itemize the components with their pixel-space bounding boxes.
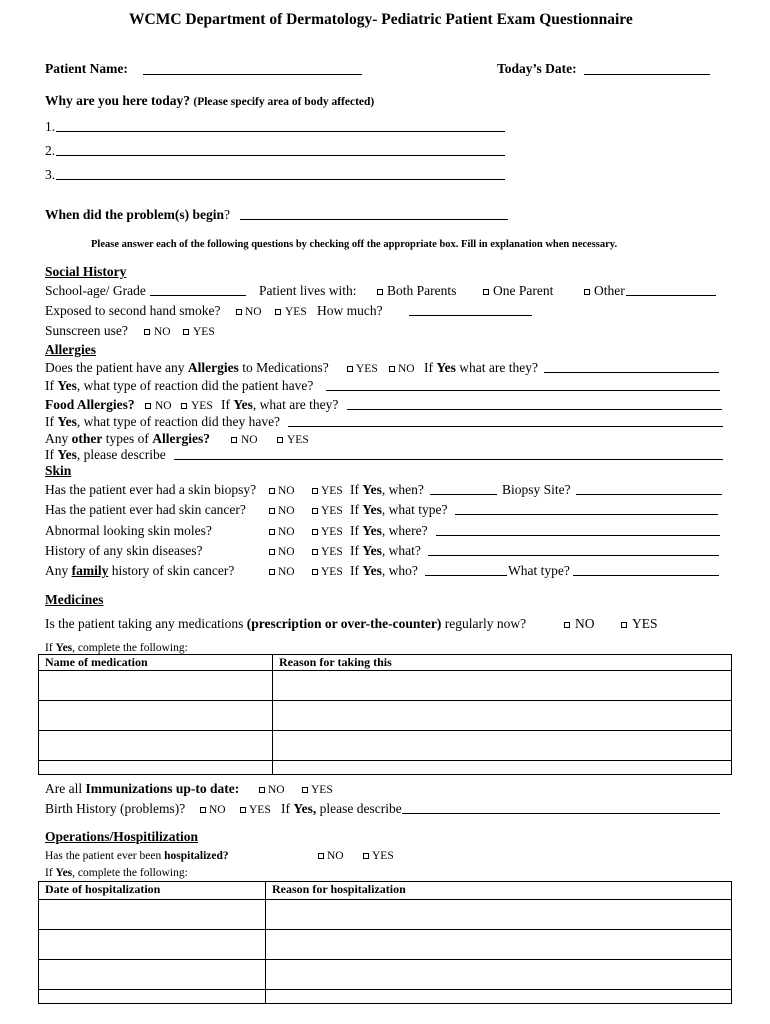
food-allergy-field[interactable]: [347, 409, 722, 410]
food-allergies-label: Food Allergies?: [45, 397, 135, 412]
hospitalized-question: Has the patient ever been hospitalized?: [45, 850, 229, 862]
table-row[interactable]: [39, 731, 732, 761]
reason-field-2[interactable]: [56, 155, 505, 156]
food-allergy-no-checkbox[interactable]: [145, 403, 151, 409]
both-parents-label: Both Parents: [387, 283, 457, 298]
biopsy-yes-label: YES: [321, 485, 343, 497]
med-allergy-yes-checkbox[interactable]: [347, 366, 353, 372]
hospitalized-yes-label: YES: [372, 850, 394, 862]
hospitalized-if-yes: If Yes, complete the following:: [45, 867, 188, 879]
reason-item-3: 3.: [45, 167, 56, 182]
skin-disease-yes-checkbox[interactable]: [312, 549, 318, 555]
moles-yes-checkbox[interactable]: [312, 529, 318, 535]
biopsy-site-label: Biopsy Site?: [502, 482, 571, 497]
skin-disease-no-label: NO: [278, 546, 295, 558]
hospitalization-date-header: Date of hospitalization: [39, 882, 266, 900]
skin-disease-no-checkbox[interactable]: [269, 549, 275, 555]
family-history-if-yes: If Yes, who?: [350, 563, 418, 578]
skin-cancer-question: Has the patient ever had skin cancer?: [45, 502, 246, 517]
food-reaction-question: If Yes, what type of reaction did they have?: [45, 414, 281, 429]
hospitalization-table: [38, 881, 732, 1004]
med-allergy-no-checkbox[interactable]: [389, 366, 395, 372]
immunizations-no-label: NO: [268, 784, 285, 796]
moles-no-label: NO: [278, 526, 295, 538]
family-what-type-field[interactable]: [573, 575, 719, 576]
page-title: WCMC Department of Dermatology- Pediatric Patient Exam Questionnaire: [129, 11, 633, 28]
immunizations-yes-label: YES: [311, 784, 333, 796]
birth-history-yes-checkbox[interactable]: [240, 807, 246, 813]
food-allergy-yes-checkbox[interactable]: [181, 403, 187, 409]
immunizations-question: Are all Immunizations up-to date:: [45, 781, 240, 796]
moles-question: Abnormal looking skin moles?: [45, 523, 212, 538]
birth-history-question: Birth History (problems)?: [45, 801, 186, 816]
medications-yes-checkbox[interactable]: [621, 622, 627, 628]
biopsy-when-field[interactable]: [430, 494, 497, 495]
how-much-label: How much?: [317, 303, 383, 318]
moles-no-checkbox[interactable]: [269, 529, 275, 535]
family-history-yes-label: YES: [321, 566, 343, 578]
other-label: Other: [594, 283, 625, 298]
family-history-no-checkbox[interactable]: [269, 569, 275, 575]
reason-item-1: 1.: [45, 119, 56, 134]
lives-with-label: Patient lives with:: [259, 283, 357, 298]
immunizations-no-checkbox[interactable]: [259, 787, 265, 793]
medication-name-header: Name of medication: [39, 655, 273, 671]
biopsy-yes-checkbox[interactable]: [312, 488, 318, 494]
sunscreen-no-checkbox[interactable]: [144, 329, 150, 335]
hospitalization-table-header: [39, 882, 732, 900]
one-parent-label: One Parent: [493, 283, 554, 298]
biopsy-site-field[interactable]: [576, 494, 722, 495]
hospitalized-yes-checkbox[interactable]: [363, 853, 369, 859]
reason-question: Why are you here today? (Please specify area of body affected): [45, 93, 375, 108]
immunizations-yes-checkbox[interactable]: [302, 787, 308, 793]
other-allergies-question: Any other types of Allergies?: [45, 431, 210, 446]
one-parent-checkbox[interactable]: [483, 289, 489, 295]
family-history-question: Any family history of skin cancer?: [45, 563, 235, 578]
reason-field-3[interactable]: [56, 179, 505, 180]
biopsy-if-yes: If Yes, when?: [350, 482, 424, 497]
moles-yes-label: YES: [321, 526, 343, 538]
other-checkbox[interactable]: [584, 289, 590, 295]
medications-table-header: [39, 655, 732, 671]
smoke-yes-label: YES: [285, 306, 307, 318]
med-allergy-field[interactable]: [544, 372, 719, 373]
medications-no-checkbox[interactable]: [564, 622, 570, 628]
med-reaction-question: If Yes, what type of reaction did the patient have?: [45, 378, 314, 393]
hospitalized-no-checkbox[interactable]: [318, 853, 324, 859]
other-field[interactable]: [626, 295, 716, 296]
reason-item-2: 2.: [45, 143, 56, 158]
other-allergy-field[interactable]: [174, 459, 723, 460]
birth-history-no-label: NO: [209, 804, 226, 816]
family-what-type-label: What type?: [508, 563, 570, 578]
skin-cancer-if-yes: If Yes, what type?: [350, 502, 448, 517]
skin-disease-if-yes: If Yes, what?: [350, 543, 421, 558]
sunscreen-question: Sunscreen use?: [45, 323, 128, 338]
family-history-no-label: NO: [278, 566, 295, 578]
hospitalized-no-label: NO: [327, 850, 344, 862]
skin-cancer-yes-label: YES: [321, 505, 343, 517]
medications-yes-label: YES: [632, 616, 658, 631]
skin-cancer-yes-checkbox[interactable]: [312, 508, 318, 514]
medication-reason-header: Reason for taking this: [273, 655, 732, 671]
food-allergy-no-label: NO: [155, 400, 172, 412]
med-allergy-question: Does the patient have any Allergies to Medications?: [45, 360, 329, 375]
moles-if-yes: If Yes, where?: [350, 523, 428, 538]
biopsy-question: Has the patient ever had a skin biopsy?: [45, 482, 257, 497]
other-allergy-yes-label: YES: [287, 434, 309, 446]
smoke-yes-checkbox[interactable]: [275, 309, 281, 315]
skin-cancer-no-checkbox[interactable]: [269, 508, 275, 514]
table-row[interactable]: [39, 761, 732, 775]
food-reaction-field[interactable]: [288, 426, 723, 427]
onset-field[interactable]: [240, 219, 508, 220]
birth-history-field[interactable]: [402, 813, 720, 814]
family-who-field[interactable]: [425, 575, 507, 576]
medicines-heading: Medicines: [45, 592, 104, 607]
med-allergy-no-label: NO: [398, 363, 415, 375]
food-allergy-if-yes: If Yes, what are they?: [221, 397, 339, 412]
table-row[interactable]: [39, 900, 732, 930]
other-allergy-yes-checkbox[interactable]: [277, 437, 283, 443]
todays-date-label: Today’s Date:: [497, 61, 577, 76]
skin-disease-question: History of any skin diseases?: [45, 543, 203, 558]
table-row[interactable]: [39, 671, 732, 701]
smoke-no-checkbox[interactable]: [236, 309, 242, 315]
other-allergy-describe: If Yes, please describe: [45, 447, 166, 462]
table-row[interactable]: [39, 930, 732, 960]
birth-history-if-yes: If Yes, please describe: [281, 801, 402, 816]
instructions: Please answer each of the following questions by checking off the appropriate box. Fill in explanation when necessary.: [91, 239, 618, 250]
table-row[interactable]: [39, 960, 732, 990]
patient-name-label: Patient Name:: [45, 61, 128, 76]
table-row[interactable]: [39, 990, 732, 1004]
table-row[interactable]: [39, 701, 732, 731]
skin-heading: Skin: [45, 463, 72, 478]
how-much-field[interactable]: [409, 315, 532, 316]
sunscreen-yes-label: YES: [193, 326, 215, 338]
sunscreen-no-label: NO: [154, 326, 171, 338]
patient-name-field[interactable]: [143, 74, 362, 75]
medications-if-yes: If Yes, complete the following:: [45, 642, 188, 654]
allergies-heading: Allergies: [45, 342, 96, 357]
skin-disease-field[interactable]: [428, 555, 719, 556]
med-reaction-field[interactable]: [326, 390, 720, 391]
other-allergy-no-checkbox[interactable]: [231, 437, 237, 443]
med-allergy-if-yes: If Yes what are they?: [424, 360, 538, 375]
skin-cancer-field[interactable]: [455, 514, 718, 515]
reason-field-1[interactable]: [56, 131, 505, 132]
operations-heading: Operations/Hospitilization: [45, 829, 199, 844]
biopsy-no-checkbox[interactable]: [269, 488, 275, 494]
skin-cancer-no-label: NO: [278, 505, 295, 517]
birth-history-no-checkbox[interactable]: [200, 807, 206, 813]
smoke-question: Exposed to second hand smoke?: [45, 303, 221, 318]
medications-no-label: NO: [575, 616, 595, 631]
hospitalization-reason-header: Reason for hospitalization: [266, 882, 732, 900]
family-history-yes-checkbox[interactable]: [312, 569, 318, 575]
todays-date-field[interactable]: [584, 74, 710, 75]
food-allergy-yes-label: YES: [191, 400, 213, 412]
birth-history-yes-label: YES: [249, 804, 271, 816]
both-parents-checkbox[interactable]: [377, 289, 383, 295]
social-history-heading: Social History: [45, 264, 127, 279]
medications-question: Is the patient taking any medications (prescription or over-the-counter) regularly now?: [45, 616, 527, 631]
moles-field[interactable]: [436, 535, 720, 536]
biopsy-no-label: NO: [278, 485, 295, 497]
skin-disease-yes-label: YES: [321, 546, 343, 558]
smoke-no-label: NO: [245, 306, 262, 318]
other-allergy-no-label: NO: [241, 434, 258, 446]
grade-field[interactable]: [150, 295, 246, 296]
onset-question: When did the problem(s) begin?: [45, 207, 231, 222]
medications-table: [38, 654, 732, 775]
med-allergy-yes-label: YES: [356, 363, 378, 375]
sunscreen-yes-checkbox[interactable]: [183, 329, 189, 335]
grade-label: School-age/ Grade: [45, 283, 146, 298]
